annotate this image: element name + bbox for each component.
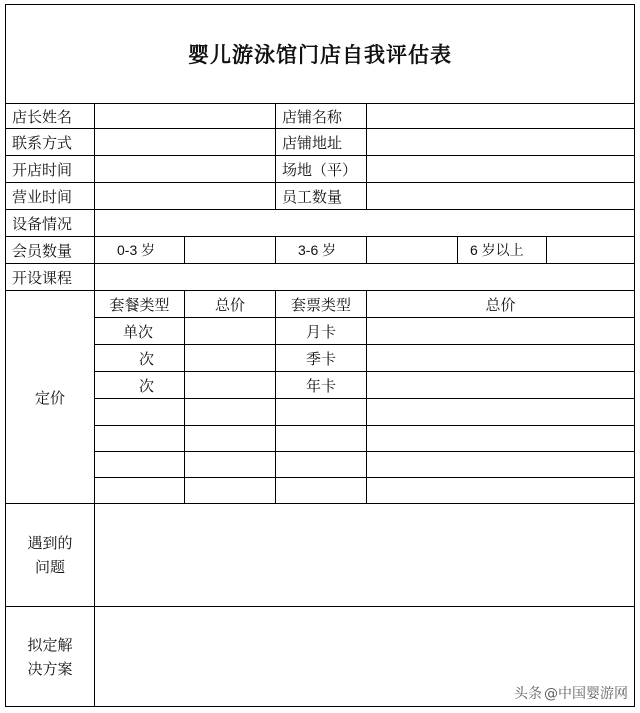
field-staff-count[interactable] — [367, 183, 634, 210]
package-type-field[interactable] — [95, 399, 185, 426]
header-total-price-2: 总价 — [367, 291, 634, 318]
label-problems-line1: 遇到的 — [27, 534, 73, 552]
watermark — [514, 683, 628, 703]
label-store-name: 店铺名称 — [276, 103, 367, 129]
ticket-type-field[interactable] — [276, 452, 367, 478]
label-contact: 联系方式 — [6, 129, 95, 156]
label-problems — [6, 504, 95, 607]
label-problems-line2: 问题 — [34, 558, 65, 576]
label-open-time: 开店时间 — [6, 156, 95, 183]
label-staff-count: 员工数量 — [276, 183, 367, 210]
field-store-name[interactable] — [367, 103, 634, 129]
header-package-type: 套餐类型 — [95, 291, 185, 318]
field-members-3-6[interactable] — [367, 237, 458, 264]
ticket-price-field[interactable] — [367, 345, 634, 372]
label-plan-line1: 拟定解 — [27, 635, 73, 654]
field-members-0-3[interactable] — [185, 237, 276, 264]
ticket-type-field[interactable] — [276, 478, 367, 504]
field-courses[interactable] — [95, 264, 634, 291]
label-business-hours: 营业时间 — [6, 183, 95, 210]
label-manager-name: 店长姓名 — [6, 103, 95, 129]
field-store-address[interactable] — [367, 129, 634, 156]
age-group-0-3: 0-3 岁 — [95, 237, 185, 264]
label-area: 场地（平） — [276, 156, 367, 183]
field-problems[interactable] — [95, 504, 634, 607]
ticket-price-field[interactable] — [367, 399, 634, 426]
field-contact[interactable] — [95, 129, 276, 156]
ticket-price-field[interactable] — [367, 426, 634, 452]
ticket-price-field[interactable] — [367, 452, 634, 478]
label-plan — [6, 607, 95, 706]
package-price-field[interactable] — [185, 345, 276, 372]
title-area — [6, 5, 634, 103]
ticket-type-field[interactable] — [276, 399, 367, 426]
label-equipment: 设备情况 — [6, 210, 95, 237]
watermark-brand: 头条 — [514, 686, 542, 702]
ticket-type-cell: 月卡 — [276, 318, 367, 345]
package-type-cell: 次 — [95, 345, 185, 372]
package-price-field[interactable] — [185, 426, 276, 452]
field-open-time[interactable] — [95, 156, 276, 183]
age-group-6-plus: 6 岁以上 — [458, 237, 547, 264]
ticket-price-field[interactable] — [367, 372, 634, 399]
package-price-field[interactable] — [185, 318, 276, 345]
package-price-field[interactable] — [185, 399, 276, 426]
field-members-6-plus[interactable] — [547, 237, 634, 264]
assessment-form — [5, 4, 635, 707]
ticket-price-field[interactable] — [367, 318, 634, 345]
label-plan-line2: 决方案 — [27, 659, 73, 678]
label-courses: 开设课程 — [6, 264, 95, 291]
package-type-field[interactable] — [95, 478, 185, 504]
field-area[interactable] — [367, 156, 634, 183]
package-type-cell: 次 — [95, 372, 185, 399]
package-price-field[interactable] — [185, 372, 276, 399]
form-title: 婴儿游泳馆门店自我评估表 — [188, 42, 452, 67]
ticket-price-field[interactable] — [367, 478, 634, 504]
field-manager-name[interactable] — [95, 103, 276, 129]
age-group-3-6: 3-6 岁 — [276, 237, 367, 264]
package-type-field[interactable] — [95, 426, 185, 452]
watermark-handle: @中国婴游网 — [544, 686, 628, 702]
ticket-type-cell: 年卡 — [276, 372, 367, 399]
ticket-type-field[interactable] — [276, 426, 367, 452]
header-total-price-1: 总价 — [185, 291, 276, 318]
package-type-field[interactable] — [95, 452, 185, 478]
package-price-field[interactable] — [185, 478, 276, 504]
field-equipment[interactable] — [95, 210, 634, 237]
label-pricing: 定价 — [6, 291, 95, 504]
header-ticket-type: 套票类型 — [276, 291, 367, 318]
ticket-type-cell: 季卡 — [276, 345, 367, 372]
package-type-cell: 单次 — [95, 318, 185, 345]
label-members: 会员数量 — [6, 237, 95, 264]
package-price-field[interactable] — [185, 452, 276, 478]
label-store-address: 店铺地址 — [276, 129, 367, 156]
field-business-hours[interactable] — [95, 183, 276, 210]
